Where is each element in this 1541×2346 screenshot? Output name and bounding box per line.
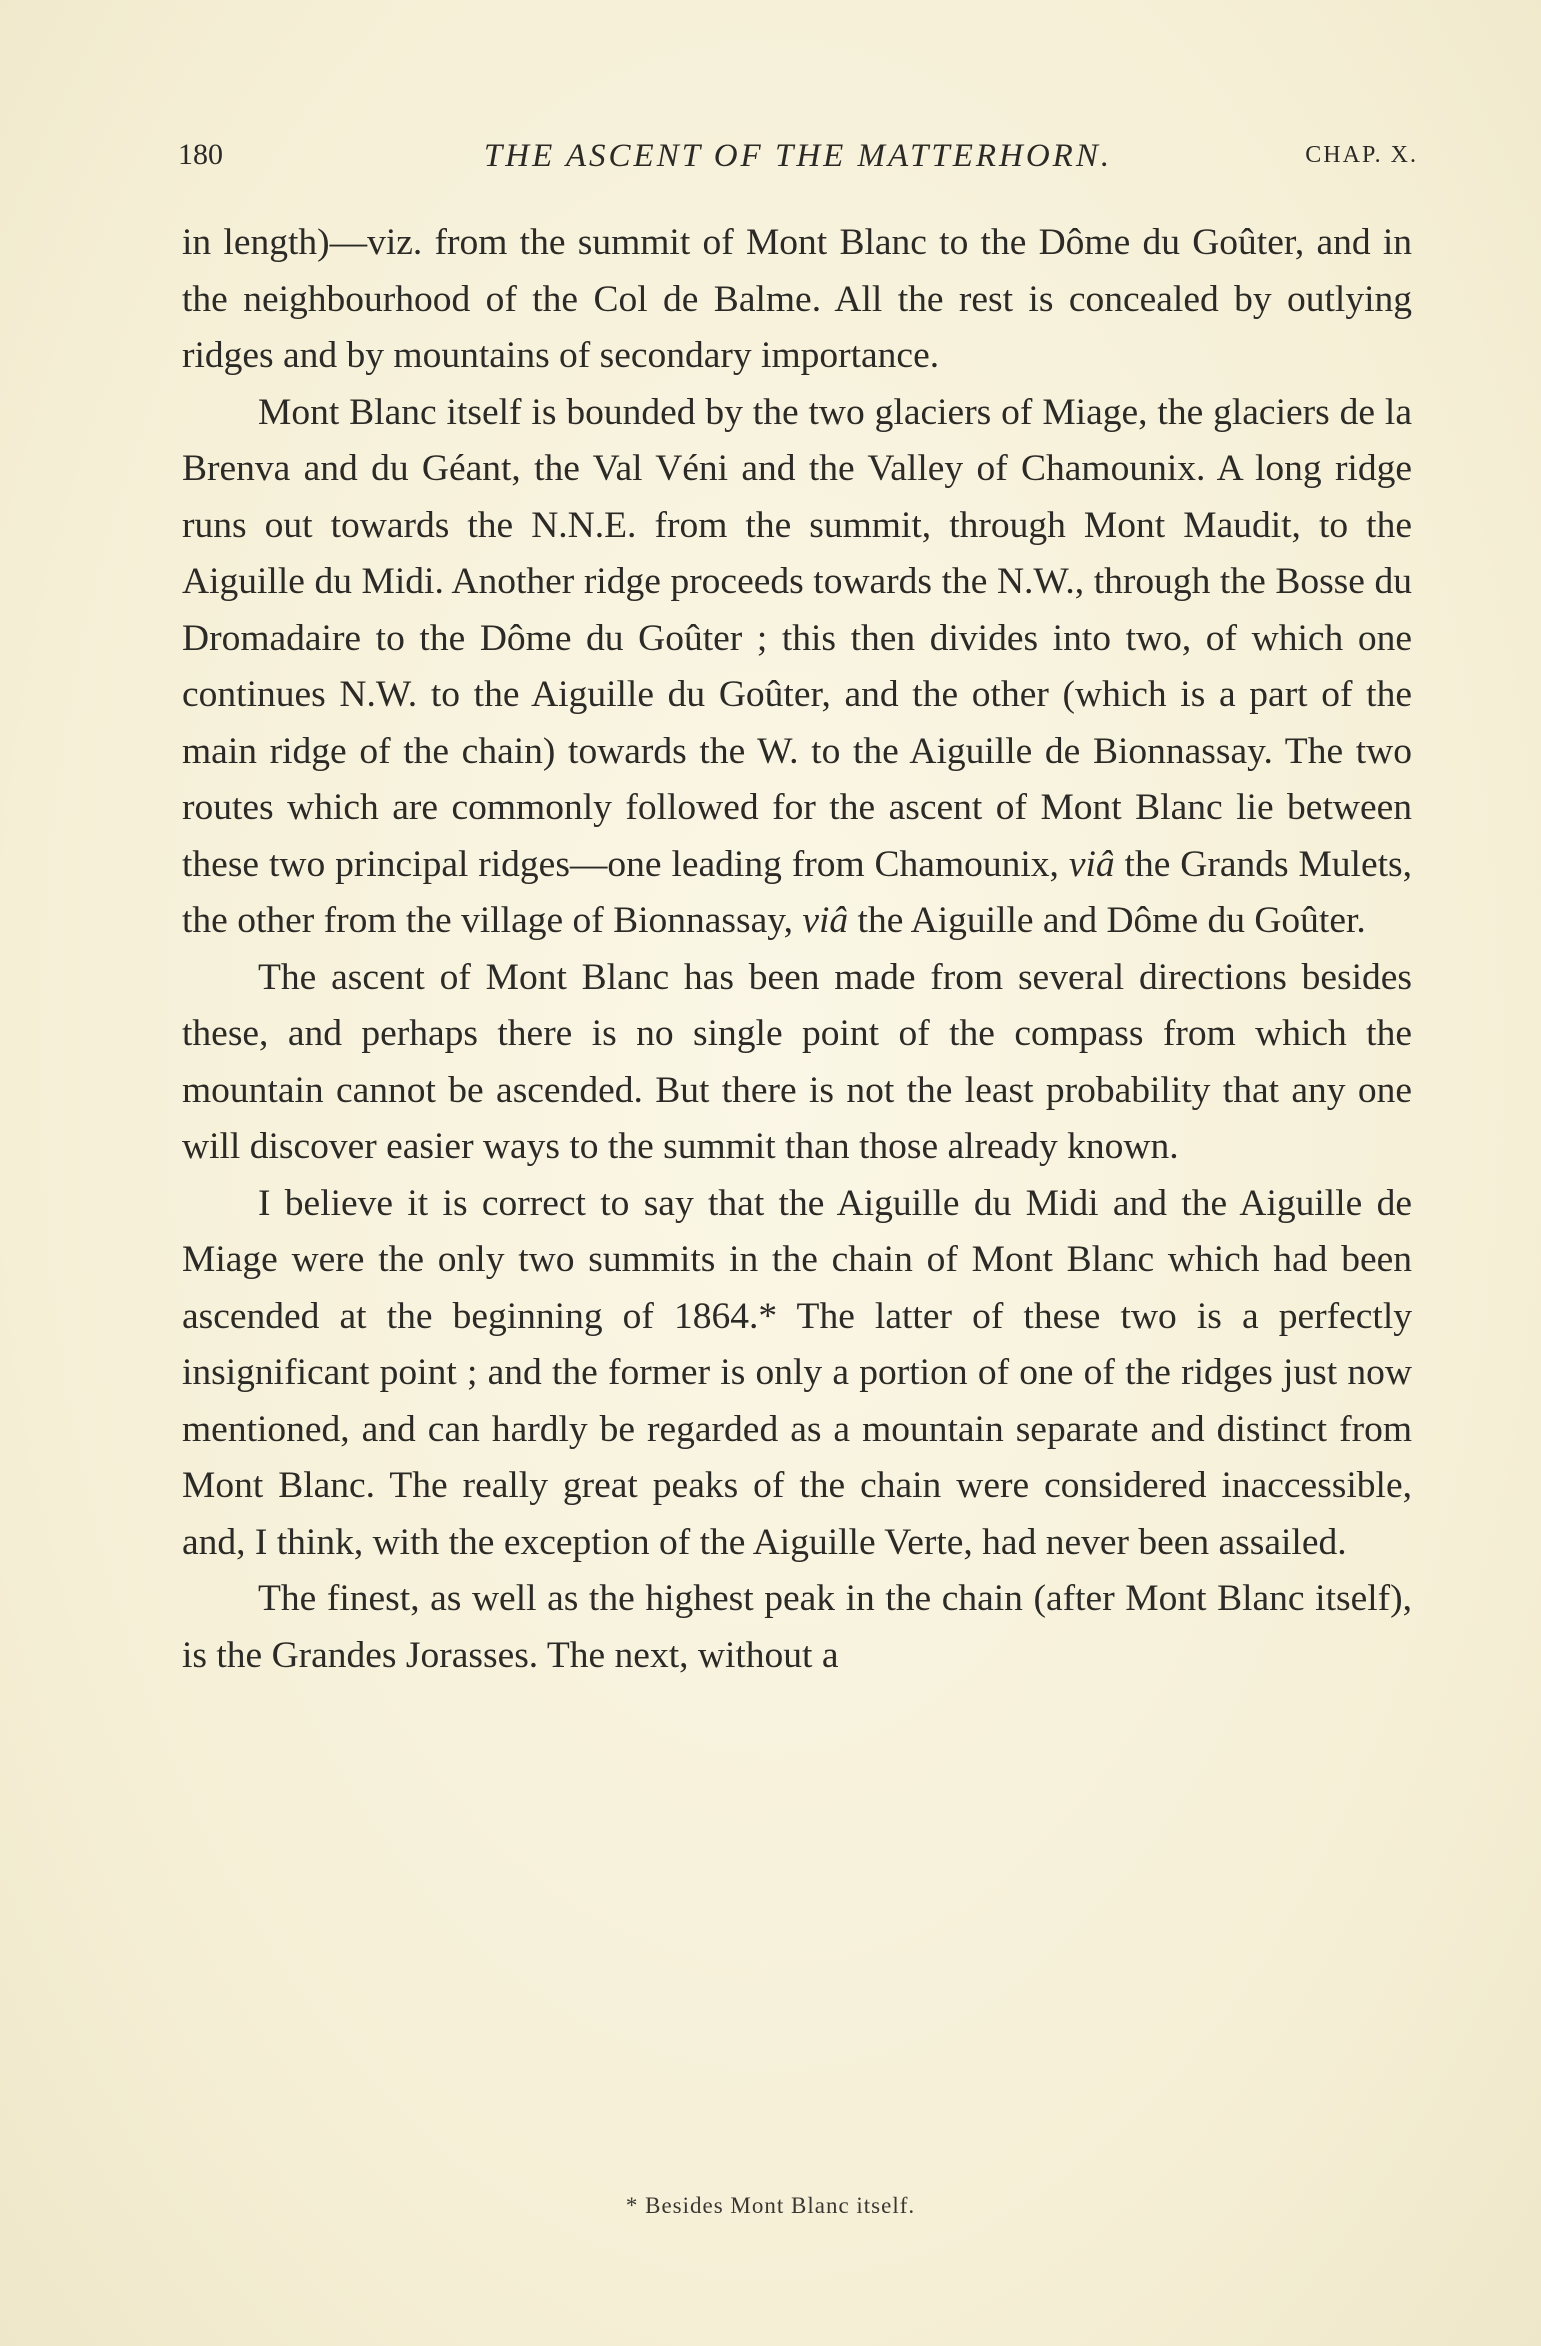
page-number: 180	[178, 138, 223, 171]
running-header	[178, 138, 1418, 188]
paragraph-2	[182, 385, 1412, 950]
paragraph-2-part-1: Mont Blanc itself is bounded by the two glaciers of Miage, the glaciers de la Brenva and du Géant, the Val Véni and the Valley of Chamounix. A long ridge runs out towards the N.N.E. from the summit, through Mont Maudit, to the Aiguille du Midi. Another ridge proceeds towards the N.W., through the Bosse du Dromadaire to the Dôme du Goûter ; this then divides into two, of which one continues N.W. to the Aiguille du Goûter, and the other (which is a part of the main ridge of the chain) towards the W. to the Aiguille de Bionnassay. The two routes which are commonly followed for the ascent of Mont Blanc lie between these two principal ridges—one leading from Chamounix,	[182, 391, 1412, 885]
body-text	[182, 215, 1412, 1684]
paragraph-2-part-2: the Grands Mulets, the other from the village of Bionnassay,	[182, 843, 1413, 941]
chapter-label: CHAP. X.	[1305, 142, 1418, 168]
paragraph-1: in length)—viz. from the summit of Mont Blanc to the Dôme du Goûter, and in the neighbourhood of the Col de Balme. All the rest is concealed by outlying ridges and by mountains of secondary importance.	[182, 222, 1412, 376]
via-italic-2: viâ	[802, 900, 849, 941]
paragraph-4: I believe it is correct to say that the Aiguille du Midi and the Aiguille de Miage were the only two summits in the chain of Mont Blanc which had been ascended at the beginning of 1864.* The latter of these two is a perfectly insignificant point ; and the former is only a portion of one of the ridges just now mentioned, and can hardly be regarded as a mountain separate and distinct from Mont Blanc. The really great peaks of the chain were considered inaccessible, and, I think, with the exception of the Aiguille Verte, had never been assailed.	[182, 1182, 1412, 1563]
footnote: * Besides Mont Blanc itself.	[625, 2193, 916, 2218]
paragraph-5: The finest, as well as the highest peak in the chain (after Mont Blanc itself), is the Grandes Jorasses. The next, without a	[182, 1578, 1412, 1676]
paragraph-2-part-3: the Aiguille and Dôme du Goûter.	[857, 900, 1366, 941]
paragraph-3: The ascent of Mont Blanc has been made from several directions besides these, and perhaps there is no single point of the compass from which the mountain cannot be ascended. But there is not the least probability that any one will discover easier ways to the summit than those already known.	[182, 956, 1412, 1167]
running-title: THE ASCENT OF THE MATTERHORN.	[483, 138, 1113, 174]
via-italic-1: viâ	[1068, 843, 1115, 885]
